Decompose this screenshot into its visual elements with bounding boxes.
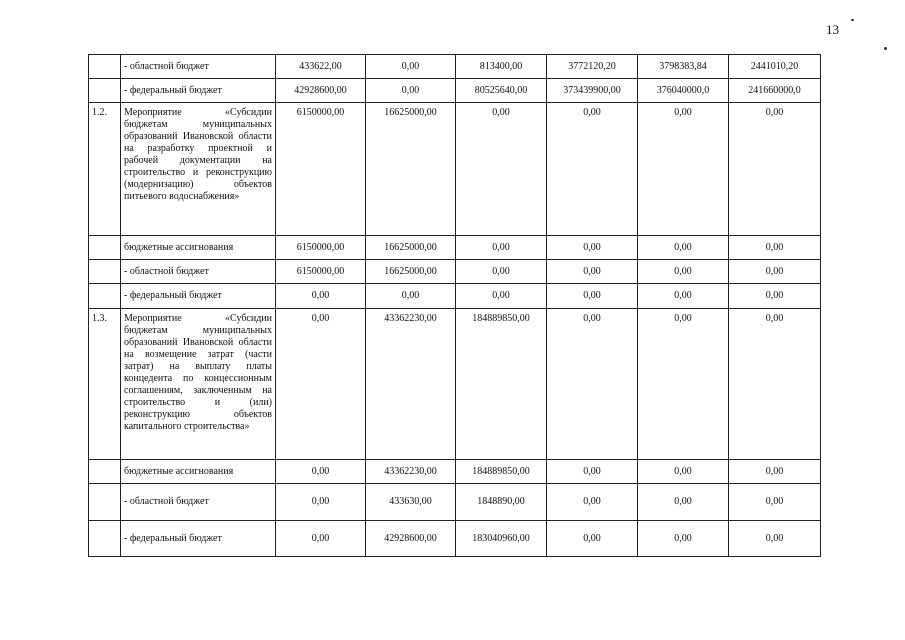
cell-value: 0,00 bbox=[638, 260, 729, 284]
cell-value: 43362230,00 bbox=[366, 309, 456, 460]
row-index bbox=[89, 79, 121, 103]
cell-value: 0,00 bbox=[547, 484, 638, 521]
scan-speck bbox=[884, 47, 887, 50]
cell-value: 6150000,00 bbox=[276, 103, 366, 236]
cell-value: 42928600,00 bbox=[366, 521, 456, 557]
row-label: - областной бюджет bbox=[121, 260, 276, 284]
table-row bbox=[89, 521, 821, 557]
cell-value: 433622,00 bbox=[276, 55, 366, 79]
table-row bbox=[89, 460, 821, 484]
cell-value: 0,00 bbox=[276, 484, 366, 521]
cell-value: 0,00 bbox=[729, 103, 821, 236]
cell-value: 0,00 bbox=[547, 284, 638, 309]
cell-value: 0,00 bbox=[276, 521, 366, 557]
row-label: Мероприятие «Субсидии бюджетам муниципальных образований Ивановской области на возмещение затрат (части затрат) на выплату платы концедента по концессионным соглашениям, заключенным на строительство и (или) реконструкцию объектов капитального строительства» bbox=[121, 309, 276, 460]
row-label: бюджетные ассигнования bbox=[121, 236, 276, 260]
cell-value: 16625000,00 bbox=[366, 103, 456, 236]
row-label: - федеральный бюджет bbox=[121, 284, 276, 309]
cell-value: 0,00 bbox=[547, 103, 638, 236]
row-index: 1.3. bbox=[89, 309, 121, 460]
table-row bbox=[89, 260, 821, 284]
cell-value: 433630,00 bbox=[366, 484, 456, 521]
cell-value: 0,00 bbox=[547, 260, 638, 284]
row-index bbox=[89, 236, 121, 260]
table-row bbox=[89, 55, 821, 79]
table-row bbox=[89, 103, 821, 236]
scan-speck bbox=[851, 19, 854, 21]
cell-value: 0,00 bbox=[276, 460, 366, 484]
cell-value: 0,00 bbox=[729, 236, 821, 260]
row-label: - областной бюджет bbox=[121, 55, 276, 79]
cell-value: 0,00 bbox=[276, 284, 366, 309]
cell-value: 1848890,00 bbox=[456, 484, 547, 521]
cell-value: 0,00 bbox=[729, 484, 821, 521]
cell-value: 0,00 bbox=[547, 236, 638, 260]
row-index bbox=[89, 521, 121, 557]
cell-value: 0,00 bbox=[547, 309, 638, 460]
cell-value: 3798383,84 bbox=[638, 55, 729, 79]
cell-value: 813400,00 bbox=[456, 55, 547, 79]
cell-value: 0,00 bbox=[547, 521, 638, 557]
row-index bbox=[89, 55, 121, 79]
row-index bbox=[89, 260, 121, 284]
cell-value: 184889850,00 bbox=[456, 309, 547, 460]
cell-value: 183040960,00 bbox=[456, 521, 547, 557]
cell-value: 0,00 bbox=[729, 260, 821, 284]
cell-value: 0,00 bbox=[456, 103, 547, 236]
cell-value: 42928600,00 bbox=[276, 79, 366, 103]
cell-value: 373439900,00 bbox=[547, 79, 638, 103]
cell-value: 184889850,00 bbox=[456, 460, 547, 484]
cell-value: 6150000,00 bbox=[276, 236, 366, 260]
row-label: бюджетные ассигнования bbox=[121, 460, 276, 484]
cell-value: 2441010,20 bbox=[729, 55, 821, 79]
cell-value: 0,00 bbox=[638, 284, 729, 309]
cell-value: 0,00 bbox=[638, 103, 729, 236]
page-number: 13 bbox=[826, 22, 839, 37]
cell-value: 0,00 bbox=[638, 236, 729, 260]
cell-value: 0,00 bbox=[366, 55, 456, 79]
cell-value: 0,00 bbox=[456, 260, 547, 284]
row-label: Мероприятие «Субсидии бюджетам муниципальных образований Ивановской области на разработку проектной и рабочей документации на строительство и реконструкцию (модернизацию) объектов питьевого водоснабжения» bbox=[121, 103, 276, 236]
cell-value: 0,00 bbox=[638, 309, 729, 460]
cell-value: 376040000,0 bbox=[638, 79, 729, 103]
row-index: 1.2. bbox=[89, 103, 121, 236]
row-label: - федеральный бюджет bbox=[121, 79, 276, 103]
cell-value: 3772120,20 bbox=[547, 55, 638, 79]
row-label: - областной бюджет bbox=[121, 484, 276, 521]
row-index bbox=[89, 284, 121, 309]
row-index bbox=[89, 460, 121, 484]
cell-value: 0,00 bbox=[456, 236, 547, 260]
cell-value: 0,00 bbox=[638, 521, 729, 557]
cell-value: 241660000,0 bbox=[729, 79, 821, 103]
cell-value: 0,00 bbox=[729, 309, 821, 460]
cell-value: 80525640,00 bbox=[456, 79, 547, 103]
cell-value: 43362230,00 bbox=[366, 460, 456, 484]
cell-value: 0,00 bbox=[638, 460, 729, 484]
budget-table bbox=[88, 54, 821, 557]
cell-value: 0,00 bbox=[729, 460, 821, 484]
cell-value: 16625000,00 bbox=[366, 260, 456, 284]
row-index bbox=[89, 484, 121, 521]
table-row bbox=[89, 79, 821, 103]
cell-value: 0,00 bbox=[366, 284, 456, 309]
cell-value: 16625000,00 bbox=[366, 236, 456, 260]
table-row bbox=[89, 309, 821, 460]
cell-value: 0,00 bbox=[638, 484, 729, 521]
cell-value: 0,00 bbox=[729, 521, 821, 557]
table-row bbox=[89, 236, 821, 260]
cell-value: 0,00 bbox=[729, 284, 821, 309]
table-row bbox=[89, 484, 821, 521]
cell-value: 0,00 bbox=[547, 460, 638, 484]
cell-value: 6150000,00 bbox=[276, 260, 366, 284]
cell-value: 0,00 bbox=[276, 309, 366, 460]
cell-value: 0,00 bbox=[366, 79, 456, 103]
cell-value: 0,00 bbox=[456, 284, 547, 309]
row-label: - федеральный бюджет bbox=[121, 521, 276, 557]
table-row bbox=[89, 284, 821, 309]
